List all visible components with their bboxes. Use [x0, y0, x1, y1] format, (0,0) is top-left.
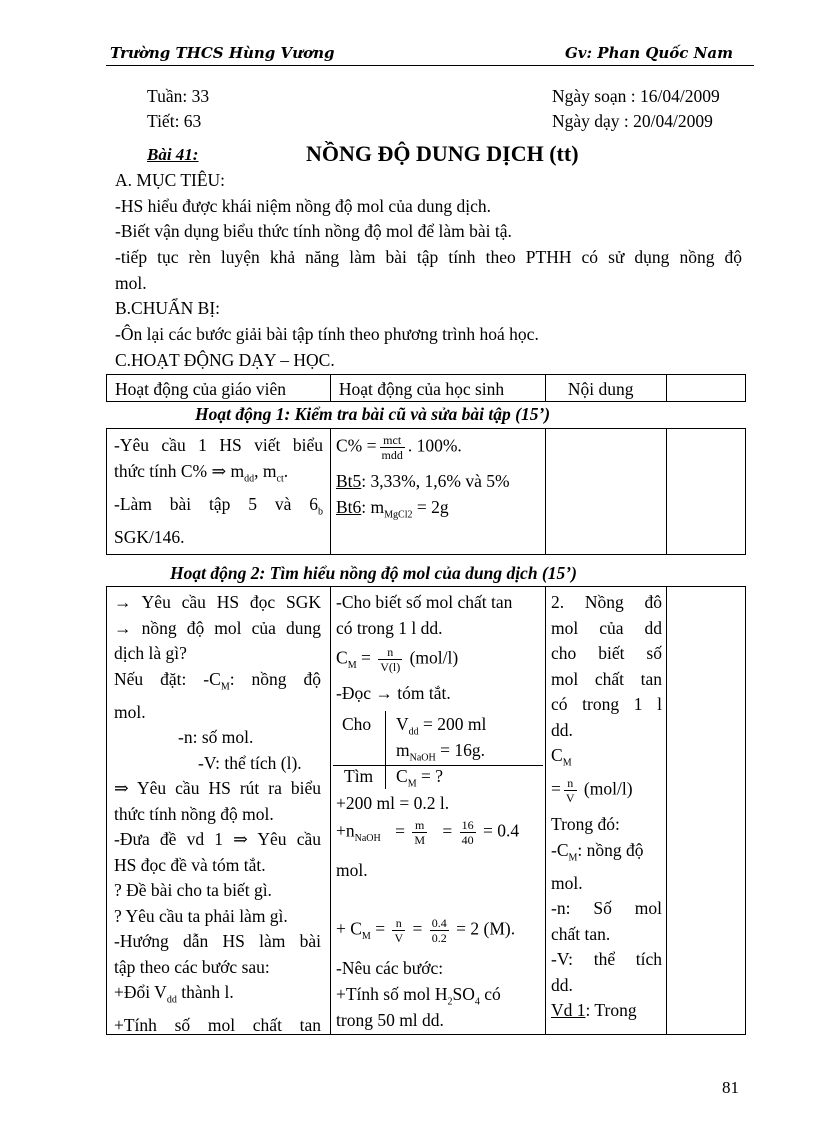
taught-date: Ngày dạy : 20/04/2009	[552, 111, 713, 131]
mol-unit: mol.	[336, 860, 368, 880]
content-line6: dd.	[551, 719, 573, 740]
objective-2: -Biết vận dụng biểu thức tính nồng độ mol để làm bài tậ.	[115, 221, 512, 241]
step-1: +Tính số mol $H_2SO_4$ có	[336, 984, 501, 1008]
objective-3: -tiếp tục rèn luyện khả năng làm bài tập tính theo PTHH có sử dụng nồng độ	[115, 247, 742, 267]
content-line15: dd.	[551, 974, 573, 995]
find-divider	[385, 765, 386, 789]
a1-bt5: Bt5: 3,33%, 1,6% và 5%	[336, 471, 510, 491]
content-line11: mol.	[551, 872, 583, 893]
a2-teacher-line17: +Tính số mol chất tan	[114, 1015, 321, 1035]
given-divider	[385, 711, 386, 765]
header-student: Hoạt động của học sinh	[338, 379, 505, 399]
a1-teacher-line1: -Yêu cầu 1 HS viết biểu	[114, 435, 323, 455]
a2-teacher-line7: -V: thể tích (l).	[198, 752, 302, 773]
given-vdd: $V_{dd} = 200$ ml	[396, 714, 487, 738]
a2-teacher-line3: dịch là gì?	[114, 643, 187, 663]
a2-teacher-line8: ⇒ Yêu cầu HS rút ra biểu	[114, 778, 321, 798]
activity-2-teacher	[114, 590, 321, 1039]
content-line7: $C_M$	[551, 745, 572, 769]
content-line9: Trong đó:	[551, 814, 620, 834]
content-line14: -V: thể tích	[551, 949, 662, 969]
activity-2-content	[551, 590, 662, 1024]
teacher-name: Gv: Phan Quốc Nam	[565, 44, 733, 62]
content-line16: Vd 1: Trong	[551, 1000, 637, 1020]
activity-2-title: Hoạt động 2: Tìm hiểu nồng độ mol của dung dịch (15’)	[170, 563, 577, 583]
a1-teacher-line3: -Làm bài tập 5 và $6_b$	[114, 493, 323, 517]
content-line10: $-C_M$: nồng độ	[551, 839, 644, 863]
a2-student-summary: -Đọc → tóm tắt.	[336, 683, 451, 703]
activity-1-student	[336, 433, 541, 528]
objective-1: -HS hiểu được khái niệm nồng độ mol của dung dịch.	[115, 196, 491, 216]
a2-teacher-line5: mol.	[114, 701, 146, 722]
a2-teacher-line6: -n: số mol.	[178, 727, 254, 747]
content-line1: 2. Nồng đô	[551, 592, 662, 612]
find-label: Tìm	[344, 766, 374, 786]
a2-student-line2: có trong 1 l dd.	[336, 617, 443, 638]
conversion: +200 ml = 0.2 l.	[336, 793, 450, 813]
a2-cm-formula: $C_M$ = $\frac{n}{V(l)}$ (mol/l)	[336, 645, 459, 674]
activity-2-student	[336, 590, 541, 707]
a1-bt6: Bt6: $m_{MgCl2} = 2g$	[336, 496, 449, 520]
week: Tuần: 33	[147, 86, 210, 106]
content-line5: có trong 1 l	[551, 694, 662, 714]
prepared-date: Ngày soạn : 16/04/2009	[552, 86, 720, 106]
a2-teacher-line15: tập theo các bước sau:	[114, 956, 270, 977]
page-number: 81	[722, 1078, 739, 1097]
content-formula: = $\frac{n}{V}$ (mol/l)	[551, 776, 633, 805]
a2-teacher-line2: → nồng độ mol của dung	[114, 617, 321, 638]
steps-label: -Nêu các bước:	[336, 958, 444, 978]
a2-teacher-line10: -Đưa đề vd 1 ⇒ Yêu cầu	[114, 829, 321, 849]
section-c-title: C.HOẠT ĐỘNG DẠY – HỌC.	[115, 350, 335, 370]
section-b-title: B.CHUẨN BỊ:	[115, 298, 221, 318]
a2-teacher-line9: thức tính nồng độ mol.	[114, 803, 274, 824]
activity-1-teacher	[114, 433, 323, 550]
a1-teacher-line2: thức tính C% ⇒ $m_{dd}$, $m_{ct}$.	[114, 460, 289, 484]
a2-teacher-line13: ? Yêu cầu ta phải làm gì.	[114, 905, 288, 926]
preparation-1: -Ôn lại các bước giải bài tập tính theo phương trình hoá học.	[115, 324, 539, 344]
a2-teacher-line14: -Hướng dẫn HS làm bài	[114, 931, 321, 951]
activity-1-title: Hoạt động 1: Kiểm tra bài cũ và sửa bài tập (15’)	[195, 404, 551, 424]
header-teacher: Hoạt động của giáo viên	[115, 379, 287, 399]
school-name: Trường THCS Hùng Vương	[110, 44, 335, 62]
a2-student-line1: -Cho biết số mol chất tan	[336, 592, 513, 612]
a2-teacher-line11: HS đọc đề và tóm tắt.	[114, 854, 266, 875]
a2-teacher-line16: +Đổi $V_{dd}$ thành l.	[114, 982, 234, 1006]
header-rule	[106, 65, 754, 66]
given-label: Cho	[342, 714, 372, 734]
a1-formula: C% = $\frac{\text{mct}}{\text{mdd}}$ . 100%.	[336, 433, 462, 462]
a1-teacher-line4: SGK/146.	[114, 526, 185, 547]
a2-teacher-line4: Nếu đặt: $-C_M$: nồng độ	[114, 668, 321, 692]
find-cm: $C_M$ = ?	[396, 766, 443, 790]
section-a-title: A. MỤC TIÊU:	[115, 170, 226, 190]
header-content: Nội dung	[567, 379, 634, 399]
lesson-number: Bài 41:	[147, 145, 199, 164]
a2-teacher-line1: → Yêu cầu HS đọc SGK	[114, 592, 321, 612]
content-line13: chất tan.	[551, 923, 611, 944]
mol-calc: $+n_{NaOH}$ = $\frac{m}{M}$ = $\frac{16}{40}$ = 0.4	[336, 818, 520, 847]
period: Tiết: 63	[147, 111, 202, 131]
lesson-title: NỒNG ĐỘ DUNG DỊCH (tt)	[306, 141, 579, 166]
content-line12: -n: Số mol	[551, 898, 662, 918]
cm-calc: + $C_M$ = $\frac{n}{V}$ = $\frac{0.4}{0.2}$ = 2 (M).	[336, 916, 516, 945]
activity-table-header	[106, 374, 746, 402]
step-1-cont: trong 50 ml dd.	[336, 1010, 444, 1030]
a2-teacher-line12: ? Đề bài cho ta biết gì.	[114, 880, 272, 900]
content-line3: cho biết số	[551, 643, 662, 663]
objective-3-cont: mol.	[115, 273, 147, 293]
content-line2: mol của dd	[551, 617, 662, 638]
given-mnaoh: $m_{NaOH} = 16g$.	[396, 740, 485, 764]
content-line4: mol chất tan	[551, 668, 662, 689]
